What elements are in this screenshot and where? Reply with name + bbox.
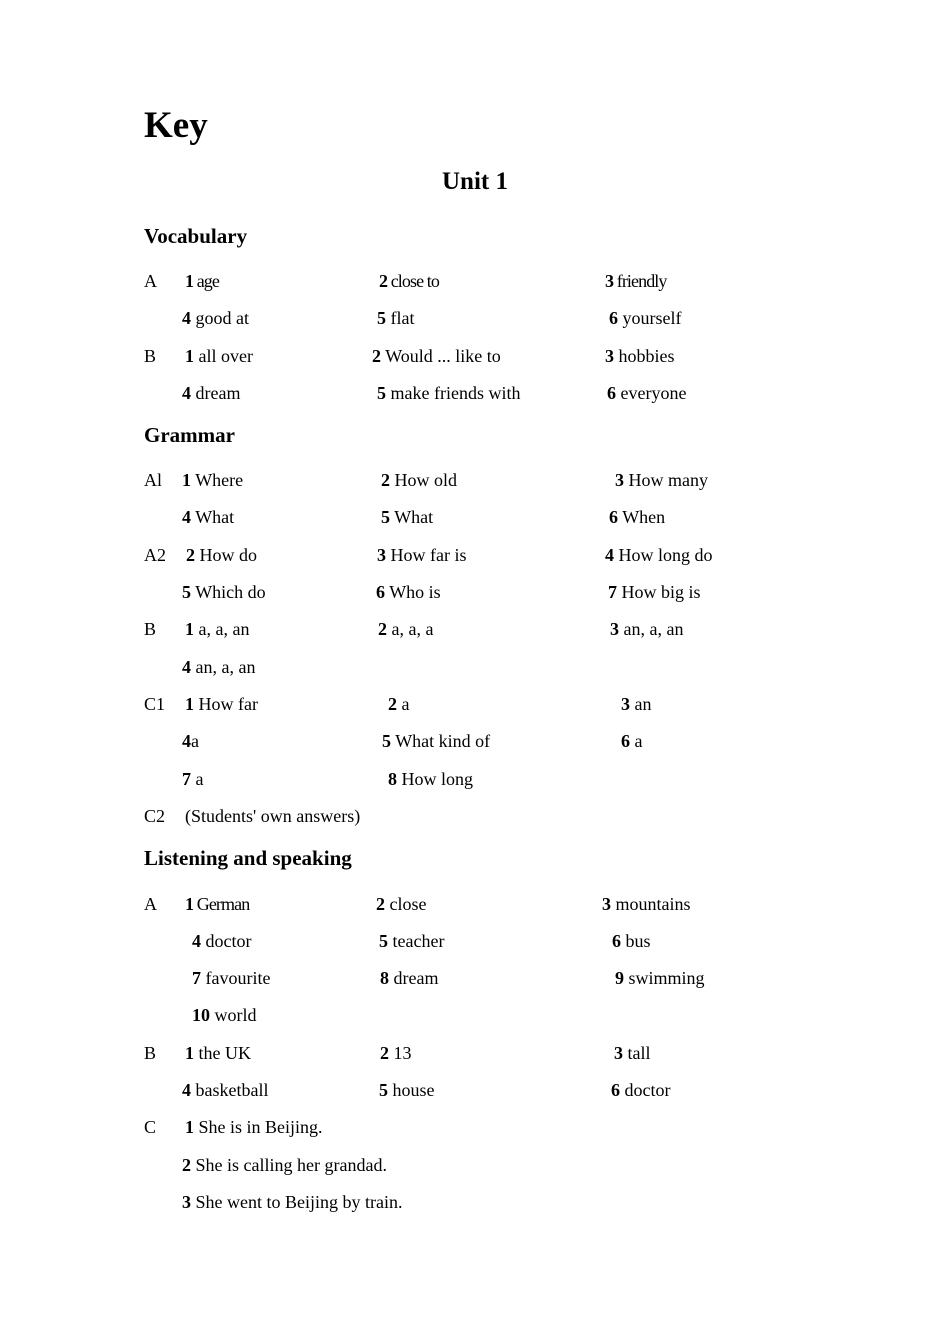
- answer-row: [0, 1005, 950, 1031]
- unit-title: Unit 1: [442, 168, 508, 195]
- answer-row: [0, 731, 950, 757]
- row-label: C1: [144, 694, 166, 714]
- answer-item: 2 close to: [379, 271, 440, 291]
- answer-item: 1 She is in Beijing.: [185, 1117, 323, 1137]
- answer-item: 2 a, a, a: [378, 619, 434, 639]
- answer-row: [0, 806, 950, 832]
- answer-item: 1 How far: [185, 694, 258, 714]
- answer-item: 5 flat: [377, 308, 415, 328]
- answer-item: 1 a, a, an: [185, 619, 250, 639]
- row-label: Al: [144, 470, 162, 490]
- answer-item: 6 yourself: [609, 308, 682, 328]
- answer-item: 1 all over: [185, 346, 253, 366]
- section-grammar: Grammar: [144, 423, 235, 447]
- answer-item: 5 teacher: [379, 931, 445, 951]
- answer-item: 4 dream: [182, 383, 241, 403]
- answer-item: 2 She is calling her grandad.: [182, 1155, 387, 1175]
- answer-item: 6 everyone: [607, 383, 687, 403]
- answer-item: 4 What: [182, 507, 235, 527]
- answer-row: [0, 308, 950, 334]
- answer-item: 8 dream: [380, 968, 439, 988]
- answer-item: 9 swimming: [615, 968, 705, 988]
- section-vocabulary: Vocabulary: [144, 224, 248, 248]
- row-label: B: [144, 346, 157, 366]
- answer-item: 3 How far is: [377, 545, 467, 565]
- section-listening-speaking: Listening and speaking: [144, 846, 352, 870]
- answer-item: (Students' own answers): [185, 806, 361, 826]
- answer-item: 10 world: [192, 1005, 257, 1025]
- row-label: A: [144, 271, 157, 291]
- answer-item: 6 bus: [612, 931, 651, 951]
- row-label: B: [144, 619, 157, 639]
- answer-item: 5 house: [379, 1080, 435, 1100]
- answer-row: [0, 894, 950, 920]
- answer-row: [0, 383, 950, 409]
- answer-item: 1 the UK: [185, 1043, 251, 1063]
- answer-item: 3 an, a, an: [610, 619, 684, 639]
- answer-item: 3 How many: [615, 470, 708, 490]
- answer-item: 5 What: [381, 507, 434, 527]
- answer-item: 2 How old: [381, 470, 457, 490]
- answer-item: 7 favourite: [192, 968, 271, 988]
- answer-item: 2 a: [388, 694, 410, 714]
- answer-row: [0, 470, 950, 496]
- answer-row: [0, 657, 950, 683]
- answer-row: [0, 271, 950, 297]
- answer-item: 2 Would ... like to: [372, 346, 501, 366]
- answer-item: 1 German: [185, 894, 250, 914]
- answer-item: 2 How do: [186, 545, 257, 565]
- answer-item: 5 Which do: [182, 582, 266, 602]
- answer-item: 4 an, a, an: [182, 657, 256, 677]
- answer-item: 4 basketball: [182, 1080, 269, 1100]
- answer-item: 4 good at: [182, 308, 249, 328]
- answer-item: 2 13: [380, 1043, 412, 1063]
- page-title: Key: [144, 105, 208, 146]
- answer-row: [0, 1192, 950, 1218]
- answer-row: [0, 545, 950, 571]
- row-label: C: [144, 1117, 157, 1137]
- answer-item: 3 tall: [614, 1043, 651, 1063]
- answer-row: [0, 1117, 950, 1143]
- row-label: A: [144, 894, 157, 914]
- answer-row: [0, 346, 950, 372]
- answer-row: [0, 694, 950, 720]
- row-label: A2: [144, 545, 166, 565]
- row-label: B: [144, 1043, 157, 1063]
- answer-item: 3 an: [621, 694, 652, 714]
- answer-item: 3 friendly: [605, 271, 667, 291]
- answer-item: 3 hobbies: [605, 346, 675, 366]
- answer-row: [0, 619, 950, 645]
- answer-item: 4 How long do: [605, 545, 713, 565]
- answer-item: 2 close: [376, 894, 427, 914]
- answer-item: 1 Where: [182, 470, 244, 490]
- answer-item: 7 How big is: [608, 582, 701, 602]
- answer-item: 6 doctor: [611, 1080, 671, 1100]
- answer-item: 4a: [182, 731, 199, 751]
- answer-item: 5 make friends with: [377, 383, 521, 403]
- answer-item: 1 age: [185, 271, 219, 291]
- answer-item: 8 How long: [388, 769, 473, 789]
- answer-item: 6 Who is: [376, 582, 441, 602]
- answer-row: [0, 968, 950, 994]
- answer-row: [0, 1155, 950, 1181]
- answer-row: [0, 1043, 950, 1069]
- answer-item: 3 mountains: [602, 894, 691, 914]
- answer-item: 5 What kind of: [382, 731, 491, 751]
- answer-item: 7 a: [182, 769, 204, 789]
- answer-row: [0, 931, 950, 957]
- answer-row: [0, 507, 950, 533]
- answer-row: [0, 582, 950, 608]
- answer-item: 4 doctor: [192, 931, 252, 951]
- answer-item: 3 She went to Beijing by train.: [182, 1192, 403, 1212]
- answer-row: [0, 1080, 950, 1106]
- answer-item: 6 a: [621, 731, 643, 751]
- answer-item: 6 When: [609, 507, 666, 527]
- row-label: C2: [144, 806, 166, 826]
- answer-row: [0, 769, 950, 795]
